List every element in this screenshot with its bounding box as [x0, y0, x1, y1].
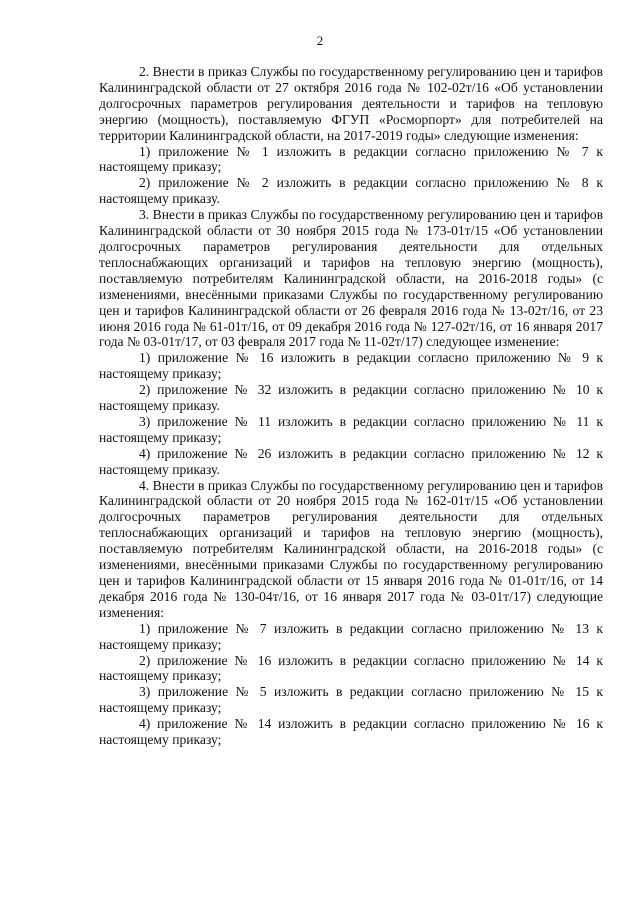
paragraph-item-4-3: 3) приложение № 5 изложить в редакции согласно приложению № 15 к настоящему приказу;	[99, 684, 603, 716]
paragraph-item-4: 4. Внести в приказ Службы по государственному регулированию цен и тарифов Калининградской области от 20 ноября 2015 года № 162-01т/15 «Об установлении долгосрочных параметров регулирования деятельности для отдельных теплоснабжающих организаций и тарифов на тепловую энергию (мощность), поставляемую потребителям Калининградской области, на 2016-2018 годы» (с изменениями, внесёнными приказами Службы по государственному регулированию цен и тарифов Калининградской области от 15 января 2016 года № 01-01т/16, от 14 декабря 2016 года № 130-04т/16, от 16 января 2017 года № 03-01т/17) следующие изменения:	[99, 477, 603, 620]
paragraph-item-4-4: 4) приложение № 14 изложить в редакции согласно приложению № 16 к настоящему приказу;	[99, 716, 603, 748]
paragraph-item-3-4: 4) приложение № 26 изложить в редакции согласно приложению № 12 к настоящему приказу.	[99, 445, 603, 477]
paragraph-item-2-1: 1) приложение № 1 изложить в редакции согласно приложению № 7 к настоящему приказу;	[99, 143, 603, 175]
paragraph-item-2-2: 2) приложение № 2 изложить в редакции согласно приложению № 8 к настоящему приказу.	[99, 175, 603, 207]
paragraph-item-4-1: 1) приложение № 7 изложить в редакции согласно приложению № 13 к настоящему приказу;	[99, 620, 603, 652]
paragraph-item-3: 3. Внести в приказ Службы по государственному регулированию цен и тарифов Калининградской области от 30 ноября 2015 года № 173-01т/15 «Об установлении долгосрочных параметров регулирования деятельности для отдельных теплоснабжающих организаций и тарифов на тепловую энергию (мощность), поставляемую потребителям Калининградской области, на 2016-2018 годы» (с изменениями, внесёнными приказами Службы по государственному регулированию цен и тарифов Калининградской области от 26 февраля 2016 года № 13-02т/16, от 23 июня 2016 года № 61-01т/16, от 09 декабря 2016 года № 127-02т/16, от 16 января 2017 года № 03-01т/17, от 03 февраля 2017 года № 11-02т/17) следующее изменение:	[99, 207, 603, 350]
page-number: 2	[316, 33, 324, 48]
paragraph-item-3-2: 2) приложение № 32 изложить в редакции согласно приложению № 10 к настоящему приказу.	[99, 382, 603, 414]
paragraph-item-2: 2. Внести в приказ Службы по государственному регулированию цен и тарифов Калининградской области от 27 октября 2016 года № 102-02т/16 «Об установлении долгосрочных параметров регулирования деятельности и тарифов на тепловую энергию (мощность), поставляемую ФГУП «Росморпорт» для потребителей на территории Калининградской области, на 2017-2019 годы» следующие изменения:	[99, 64, 603, 143]
paragraph-item-3-1: 1) приложение № 16 изложить в редакции согласно приложению № 9 к настоящему приказу;	[99, 350, 603, 382]
paragraph-item-4-2: 2) приложение № 16 изложить в редакции согласно приложению № 14 к настоящему приказу;	[99, 652, 603, 684]
paragraph-item-3-3: 3) приложение № 11 изложить в редакции согласно приложению № 11 к настоящему приказу;	[99, 413, 603, 445]
document-body	[99, 64, 603, 748]
